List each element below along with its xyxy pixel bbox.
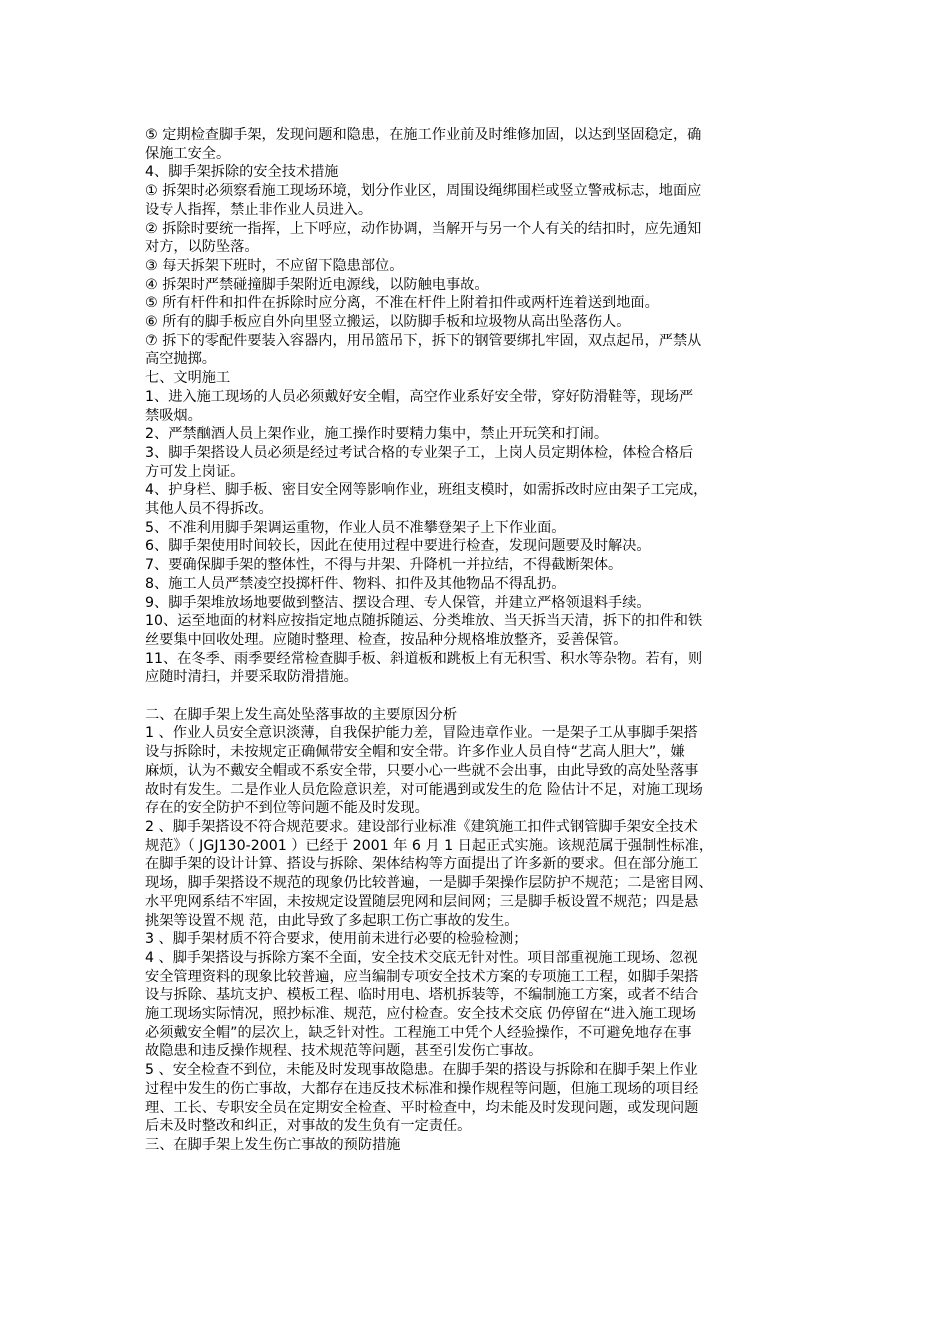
text-line: 4 、脚手架搭设与拆除方案不全面，安全技术交底无针对性。项目部重视施工现场、忽视 [145, 949, 698, 966]
text-line: 水平兜网系结不牢固，未按规定设置随层兜网和层间网；三是脚手板设置不规范；四是悬 [145, 893, 699, 910]
text-line: 设专人指挥，禁止非作业人员进入。 [145, 201, 373, 218]
text-line: 麻烦，认为不戴安全帽或不系安全带，只要小心一些就不会出事，由此导致的高处坠落事 [145, 762, 699, 779]
text-line: 故时有发生。二是作业人员危险意识差，对可能遇到或发生的危 险估计不足，对施工现场 [145, 781, 703, 798]
text-line: 三、在脚手架上发生伤亡事故的预防措施 [145, 1136, 401, 1153]
text-line: 1、进入施工现场的人员必须戴好安全帽，高空作业系好安全带，穿好防滑鞋等，现场严 [145, 388, 694, 405]
text-line: 对方，以防坠落。 [145, 239, 259, 256]
text-line: 规范》（ JGJ130-2001 ）已经于 2001 年 6 月 1 日起正式实施。该规范属于强制性标准， [145, 837, 714, 854]
text-line: ② 拆除时要统一指挥，上下呼应，动作协调，当解开与另一个人有关的结扣时，应先通知 [145, 220, 702, 237]
text-line: 其他人员不得拆改。 [145, 501, 273, 518]
text-line: 方可发上岗证。 [145, 463, 245, 480]
text-line: 七、文明施工 [145, 370, 231, 387]
text-line: 二、在脚手架上发生高处坠落事故的主要原因分析 [145, 706, 458, 723]
text-line: 在脚手架的设计计算、搭设与拆除、架体结构等方面提出了许多新的要求。但在部分施工 [145, 856, 699, 873]
text-line: 1 、作业人员安全意识淡薄，自我保护能力差，冒险违章作业。一是架子工从事脚手架搭 [145, 725, 698, 742]
text-line: ⑥ 所有的脚手板应自外向里竖立搬运，以防脚手板和垃圾物从高出坠落伤人。 [145, 314, 631, 331]
text-line: 保施工安全。 [145, 145, 231, 162]
text-line: 后未及时整改和纠正，对事故的发生负有一定责任。 [145, 1118, 472, 1135]
text-line: 必须戴安全帽”的层次上，缺乏针对性。工程施工中凭个人经验操作，不可避免地存在事 [145, 1024, 692, 1041]
text-line: ④ 拆架时严禁碰撞脚手架附近电源线，以防触电事故。 [145, 276, 489, 293]
text-line: 理、工长、专职安全员在定期安全检查、平时检查中，均未能及时发现问题，或发现问题 [145, 1099, 699, 1116]
text-line: 应随时清扫，并要采取防滑措施。 [145, 669, 358, 686]
text-line: 3 、脚手架材质不符合要求，使用前未进行必要的检验检测； [145, 931, 528, 948]
text-line: ① 拆架时必须察看施工现场环境，划分作业区，周围设绳绑围栏或竖立警戒标志，地面应 [145, 183, 702, 200]
text-line: 9、脚手架堆放场地要做到整洁、摆设合理、专人保管，并建立严格领退料手续。 [145, 594, 651, 611]
text-line: 安全管理资料的现象比较普遍，应当编制专项安全技术方案的专项施工工程，如脚手架搭 [145, 968, 699, 985]
text-line: 设与拆除、基坑支护、模板工程、临时用电、塔机拆装等，不编制施工方案，或者不结合 [145, 987, 699, 1004]
text-line: ⑤ 所有杆件和扣件在拆除时应分离，不准在杆件上附着扣件或两杆连着送到地面。 [145, 295, 659, 312]
text-line: 8、施工人员严禁凌空投掷杆件、物料、扣件及其他物品不得乱扔。 [145, 575, 566, 592]
text-line: ⑦ 拆下的零配件要装入容器内，用吊篮吊下，拆下的钢管要绑扎牢固，双点起吊，严禁从 [145, 332, 702, 349]
text-line: 4、护身栏、脚手板、密目安全网等影响作业，班组支模时，如需拆改时应由架子工完成， [145, 482, 708, 499]
text-line: 现场，脚手架搭设不规范的现象仍比较普遍，一是脚手架操作层防护不规范；二是密目网、 [145, 875, 713, 892]
text-line: 设与拆除时，未按规定正确佩带安全帽和安全带。许多作业人员自恃“艺高人胆大”，嫌 [145, 744, 685, 761]
text-line: 2、严禁酗酒人员上架作业，施工操作时要精力集中，禁止开玩笑和打闹。 [145, 426, 609, 443]
text-line: 禁吸烟。 [145, 407, 202, 424]
text-line: 高空抛掷。 [145, 351, 216, 368]
text-line: 施工现场实际情况，照抄标准、规范，应付检查。安全技术交底 仍停留在“进入施工现场 [145, 1006, 696, 1023]
text-line: 过程中发生的伤亡事故，大都存在违反技术标准和操作规程等问题，但施工现场的项目经 [145, 1080, 699, 1097]
text-line: 2 、脚手架搭设不符合规范要求。建设部行业标准《建筑施工扣件式钢管脚手架安全技术 [145, 819, 698, 835]
text-line: 丝要集中回收处理。应随时整理、检查，按品种分规格堆放整齐，妥善保管。 [145, 631, 628, 648]
text-line: 6、脚手架使用时间较长，因此在使用过程中要进行检查，发现问题要及时解决。 [145, 538, 651, 555]
text-line: 挑架等设置不规 范，由此导致了多起职工伤亡事故的发生。 [145, 912, 519, 929]
text-line: 5、不准利用脚手架调运重物，作业人员不准攀登架子上下作业面。 [145, 519, 566, 536]
text-line: 存在的安全防护不到位等问题不能及时发现。 [145, 800, 429, 817]
text-line: ⑤ 定期检查脚手架，发现问题和隐患，在施工作业前及时维修加固，以达到坚固稳定，确 [145, 127, 702, 143]
text-line: ③ 每天拆架下班时，不应留下隐患部位。 [145, 257, 404, 274]
document-body [145, 126, 815, 1155]
text-line: 7、要确保脚手架的整体性，不得与井架、升降机一并拉结，不得截断架体。 [145, 557, 623, 574]
text-line: 故隐患和违反操作规程、技术规范等问题，甚至引发伤亡事故。 [145, 1043, 543, 1060]
text-line: 10、运至地面的材料应按指定地点随拆随运、分类堆放、当天拆当天清，拆下的扣件和铁 [145, 613, 703, 630]
text-line: 5 、安全检查不到位，未能及时发现事故隐患。在脚手架的搭设与拆除和在脚手架上作业 [145, 1062, 698, 1079]
text-line: 11、在冬季、雨季要经常检查脚手板、斜道板和跳板上有无积雪、积水等杂物。若有，则 [145, 650, 703, 667]
text-line: 4、脚手架拆除的安全技术措施 [145, 164, 339, 181]
text-line: 3、脚手架搭设人员必须是经过考试合格的专业架子工，上岗人员定期体检，体检合格后 [145, 444, 694, 461]
